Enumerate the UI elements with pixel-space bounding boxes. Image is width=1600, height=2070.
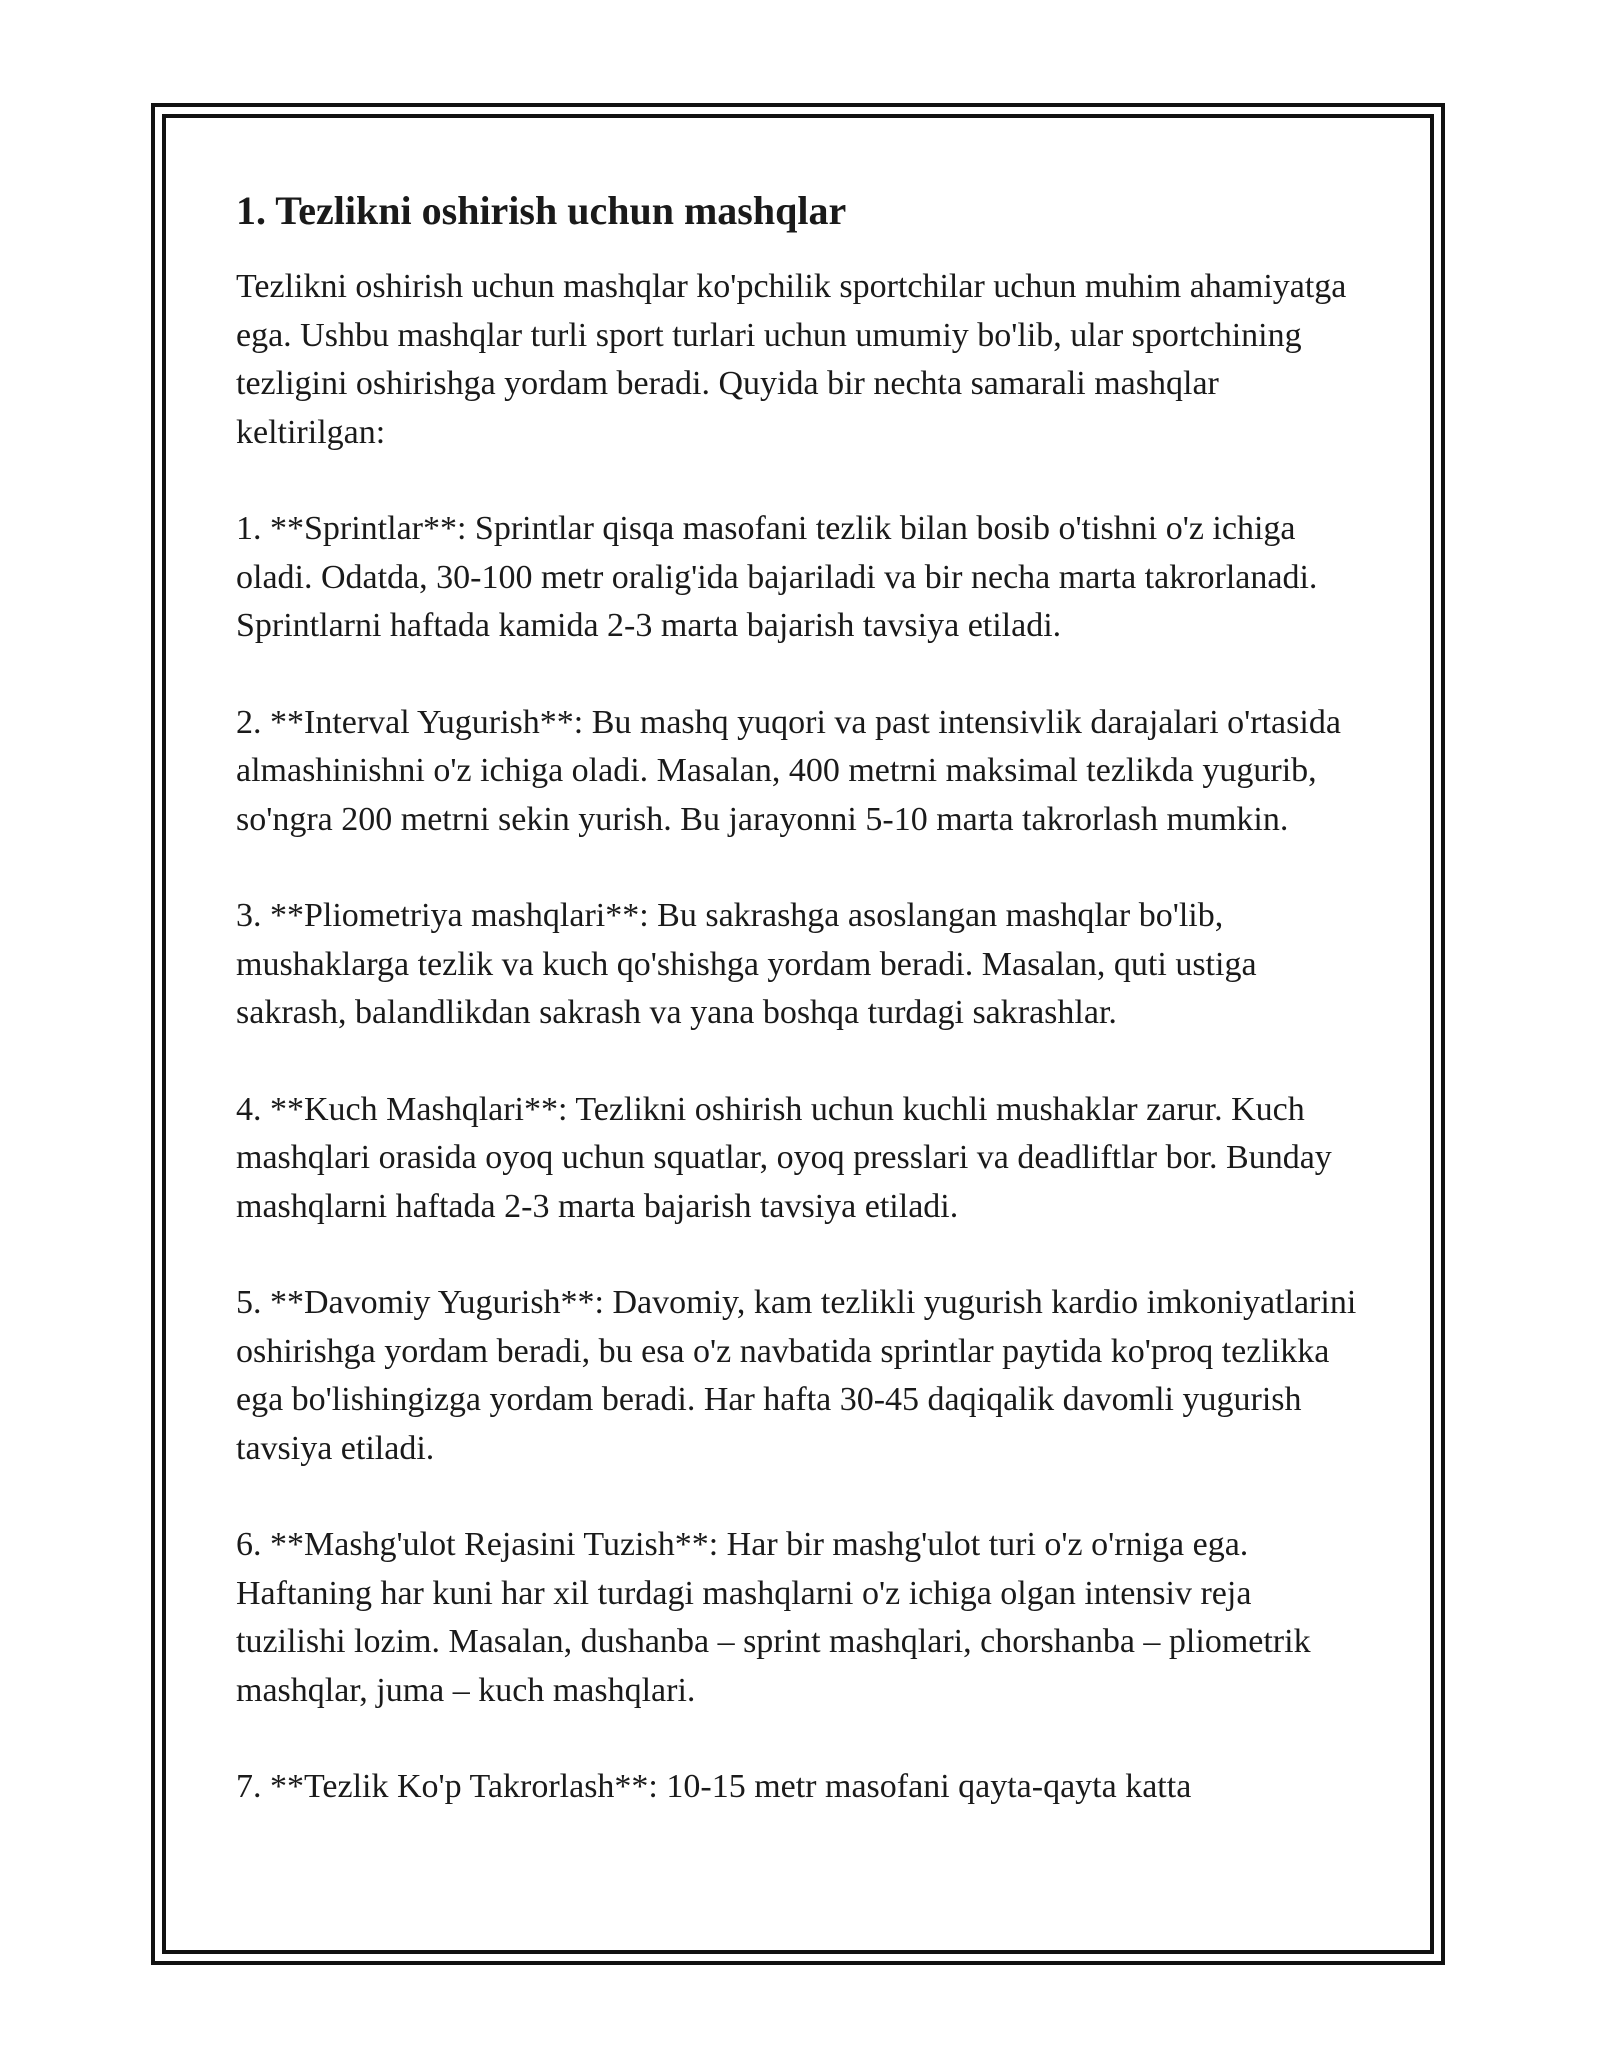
list-item-pliometriya: 3. **Pliometriya mashqlari**: Bu sakrashga asoslangan mashqlar bo'lib, mushaklarga tezlik va kuch qo'shishga yordam beradi. Masalan, quti ustiga sakrash, balandlikdan sakrash va yana boshqa turdagi sakrashlar. — [236, 897, 1257, 1031]
section-title: 1. Tezlikni oshirish uchun mashqlar — [236, 188, 847, 233]
list-item-sprintlar: 1. **Sprintlar**: Sprintlar qisqa masofani tezlik bilan bosib o'tishni o'z ichiga oladi. Odatda, 30-100 metr oralig'ida bajariladi va bir necha marta takrorlanadi. Sprintlarni haftada kamida 2-3 marta bajarish tavsiya etiladi. — [236, 510, 1318, 644]
intro-paragraph: Tezlikni oshirish uchun mashqlar ko'pchilik sportchilar uchun muhim ahamiyatga ega. Ushbu mashqlar turli sport turlari uchun umumiy bo'lib, ular sportchining tezligini oshirishga yordam beradi. Quyida bir nechta samarali mashqlar keltirilgan: — [236, 268, 1347, 451]
list-item-davomiy-yugurish: 5. **Davomiy Yugurish**: Davomiy, kam tezlikli yugurish kardio imkoniyatlarini oshirishga yordam beradi, bu esa o'z navbatida sprintlar paytida ko'proq tezlikka ega bo'lishingizga yordam beradi. Har hafta 30-45 daqiqalik davomli yugurish tavsiya etiladi. — [236, 1284, 1357, 1467]
list-item-tezlik-takrorlash: 7. **Tezlik Ko'p Takrorlash**: 10-15 metr masofani qayta-qayta katta — [236, 1768, 1192, 1805]
list-item-kuch-mashqlari: 4. **Kuch Mashqlari**: Tezlikni oshirish uchun kuchli mushaklar zarur. Kuch mashqlari orasida oyoq uchun squatlar, oyoq presslari va deadliftlar bor. Bunday mashqlarni haftada 2-3 marta bajarish tavsiya etiladi. — [236, 1090, 1332, 1225]
list-item-interval-yugurish: 2. **Interval Yugurish**: Bu mashq yuqori va past intensivlik darajalari o'rtasida almashinishni o'z ichiga oladi. Masalan, 400 metrni maksimal tezlikda yugurib, so'ngra 200 metrni sekin yurish. Bu jarayonni 5-10 marta takrorlash mumkin. — [236, 703, 1341, 838]
document-body — [236, 186, 1366, 1860]
list-item-mashgulot-rejasi: 6. **Mashg'ulot Rejasini Tuzish**: Har bir mashg'ulot turi o'z o'rniga ega. Haftaning har kuni har xil turdagi mashqlarni o'z ichiga olgan intensiv reja tuzilishi lozim. Masalan, dushanba – sprint mashqlari, chorshanba – pliometrik mashqlar, juma – kuch mashqlari. — [236, 1526, 1311, 1709]
